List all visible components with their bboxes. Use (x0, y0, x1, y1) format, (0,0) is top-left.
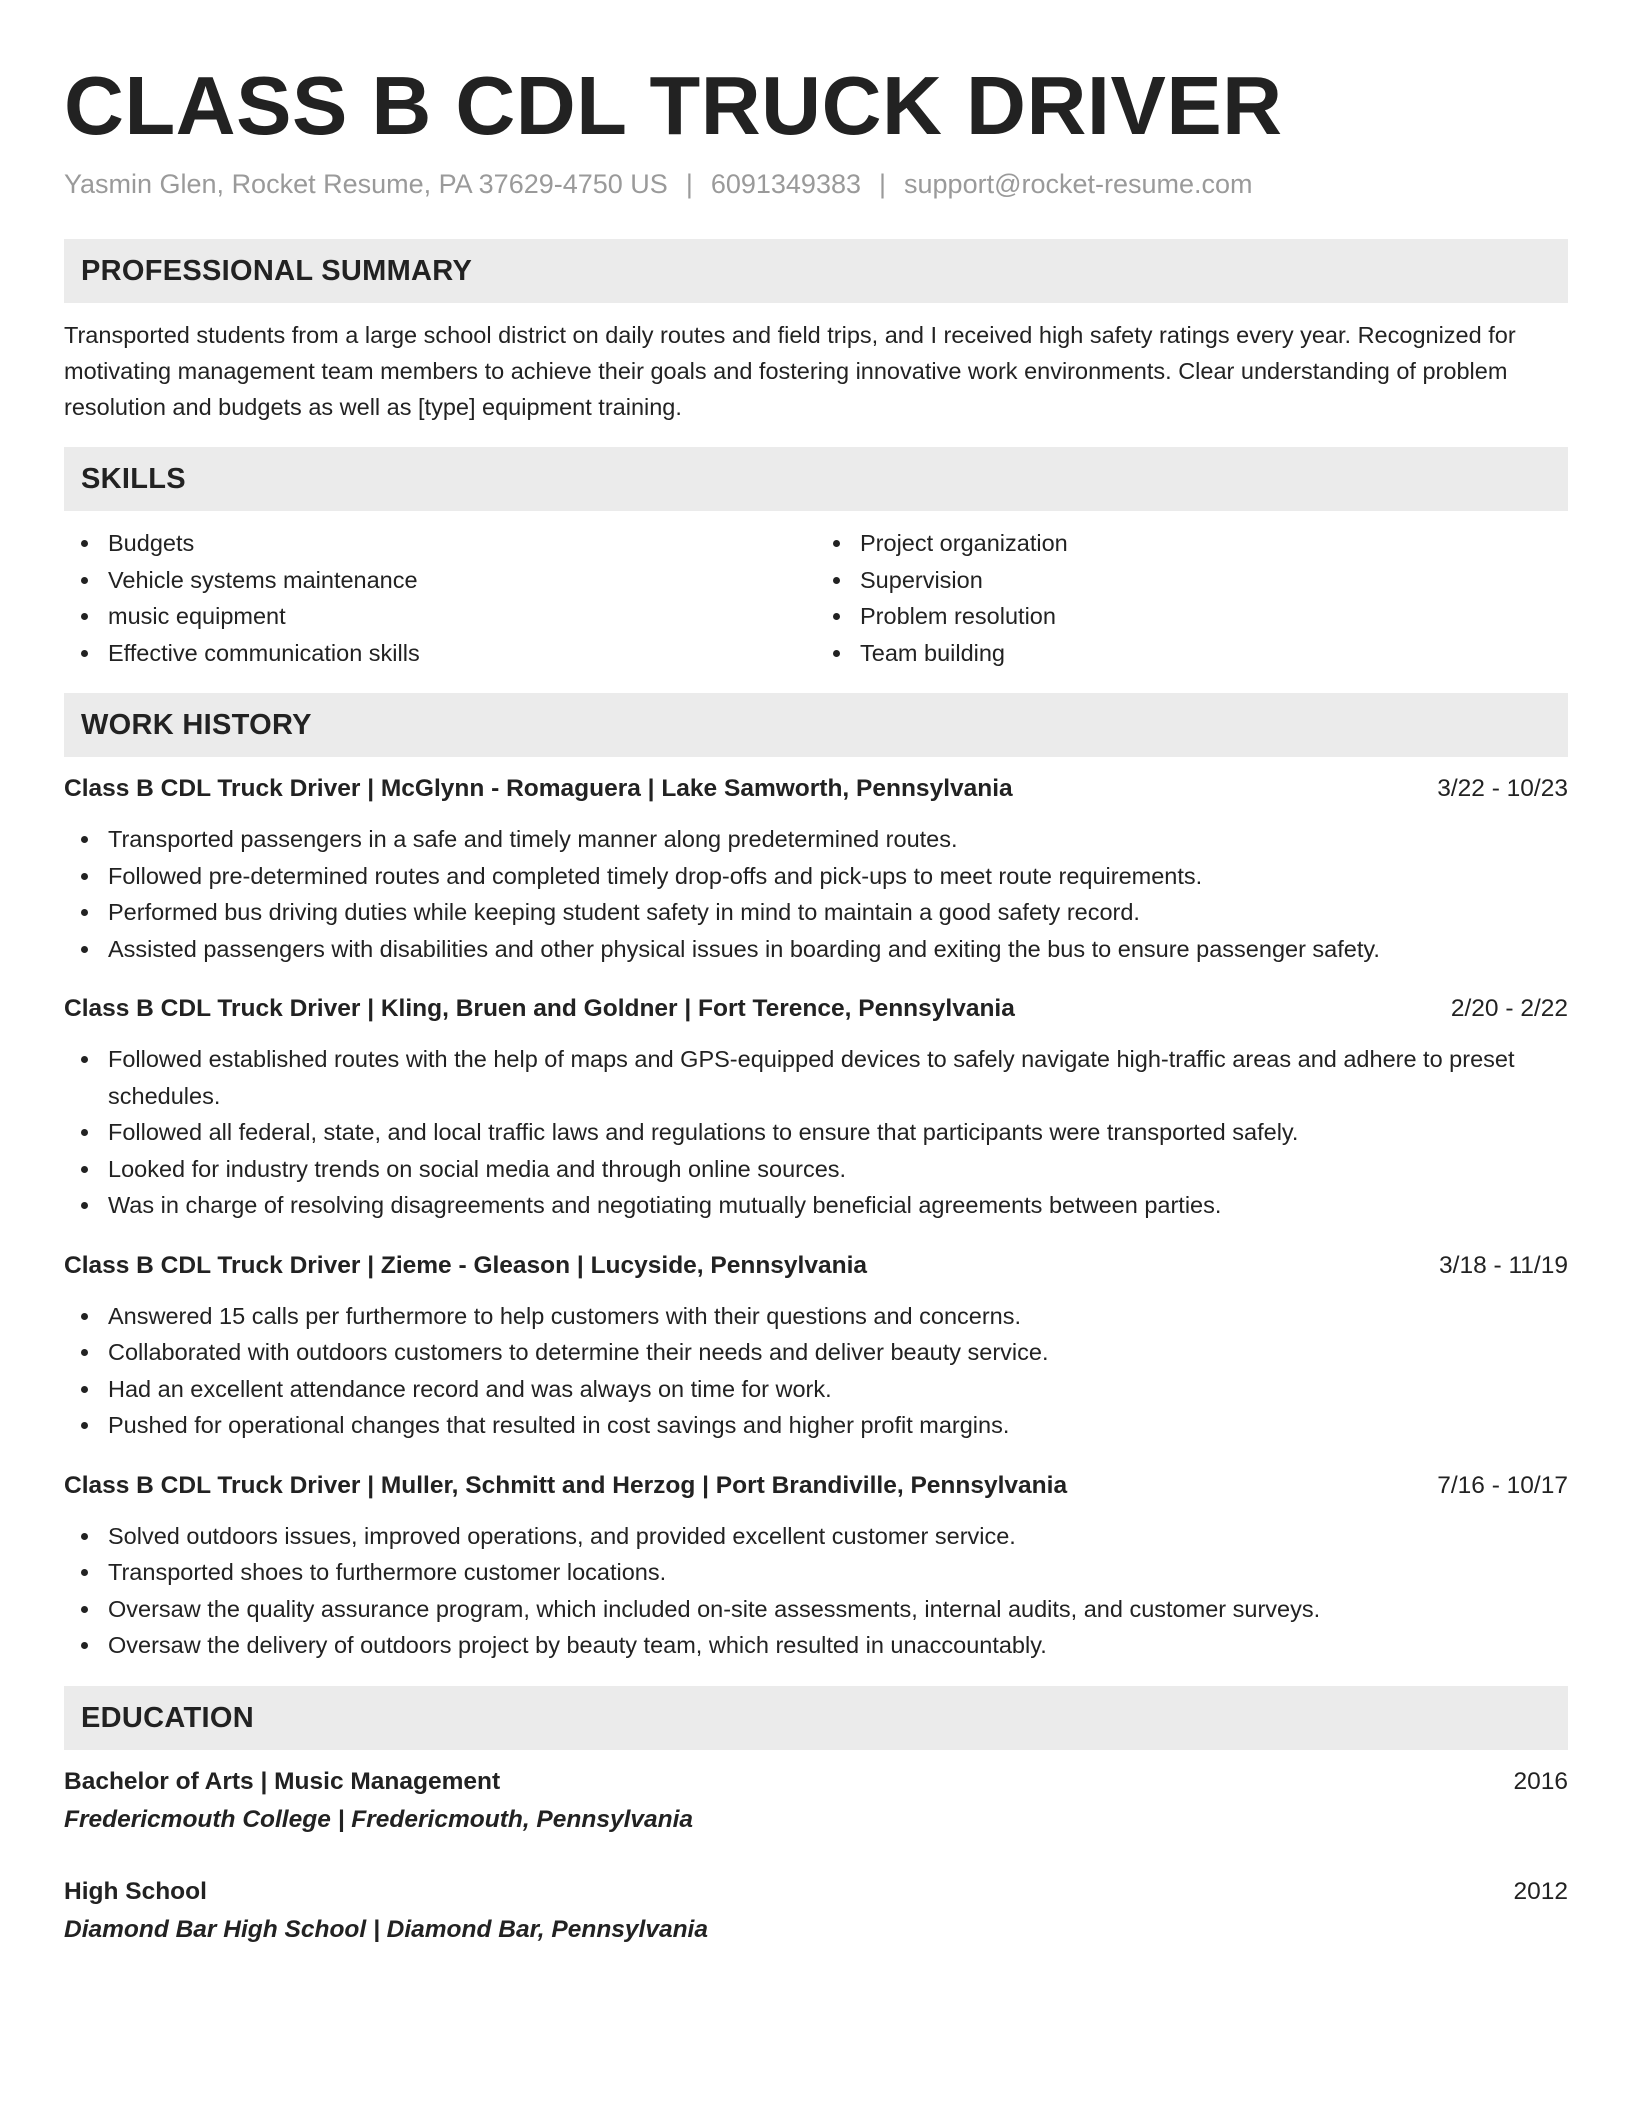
skill-item: music equipment (64, 598, 816, 635)
job-header (64, 1468, 1568, 1504)
education-year: 2012 (1513, 1877, 1568, 1905)
job-bullet: Followed established routes with the help of maps and GPS-equipped devices to safely navigate high-traffic areas and adhere to preset schedules. (64, 1041, 1568, 1114)
job-title: Class B CDL Truck Driver | Muller, Schmitt and Herzog | Port Brandiville, Pennsylvania (64, 1471, 1068, 1499)
job-dates: 3/18 - 11/19 (1439, 1251, 1568, 1279)
section-header-skills: SKILLS (64, 447, 1568, 511)
job-bullet: Looked for industry trends on social media and through online sources. (64, 1151, 1568, 1188)
job-bullet: Collaborated with outdoors customers to determine their needs and deliver beauty service. (64, 1334, 1568, 1371)
job-bullet: Transported shoes to furthermore customer locations. (64, 1554, 1568, 1591)
contact-separator: | (879, 169, 887, 199)
education-school: Fredericmouth College | Fredericmouth, Pennsylvania (64, 1805, 694, 1833)
job-dates: 2/20 - 2/22 (1450, 995, 1568, 1022)
job-bullets (64, 821, 1568, 967)
section-header-work-history: WORK HISTORY (64, 693, 1568, 757)
job-entry (64, 1468, 1568, 1664)
skills-list (64, 525, 1568, 671)
job-entry (64, 1248, 1568, 1444)
contact-email: support@rocket-resume.com (904, 169, 1253, 199)
job-title: Class B CDL Truck Driver | Kling, Bruen and Goldner | Fort Terence, Pennsylvania (64, 995, 1015, 1022)
section-header-summary: PROFESSIONAL SUMMARY (64, 239, 1568, 303)
skill-item: Vehicle systems maintenance (64, 562, 816, 599)
skill-item: Team building (816, 635, 1568, 672)
job-bullet: Followed all federal, state, and local traffic laws and regulations to ensure that participants were transported safely. (64, 1114, 1568, 1151)
education-year: 2016 (1513, 1767, 1568, 1795)
contact-phone: 6091349383 (710, 169, 861, 199)
skill-item: Project organization (816, 525, 1568, 562)
education-degree: Bachelor of Arts | Music Management (64, 1767, 501, 1795)
job-dates: 3/22 - 10/23 (1437, 775, 1568, 802)
skill-item: Supervision (816, 562, 1568, 599)
skills-column-right (816, 525, 1568, 671)
summary-text: Transported students from a large school district on daily routes and field trips, and I received high safety ratings every year. Recognized for motivating management team members to achieve their goals and fostering innovative work environments. Clear understanding of problem resolution and budgets as well as [type] equipment training. (64, 322, 1516, 420)
job-entry (64, 991, 1568, 1224)
education-degree: High School (64, 1877, 207, 1905)
job-header (64, 1248, 1568, 1284)
job-bullet: Assisted passengers with disabilities and other physical issues in boarding and exiting the bus to ensure passenger safety. (64, 931, 1568, 968)
job-header (64, 771, 1568, 807)
skill-item: Budgets (64, 525, 816, 562)
job-bullets (64, 1298, 1568, 1444)
job-bullet: Followed pre-determined routes and completed timely drop-offs and pick-ups to meet route requirements. (64, 858, 1568, 895)
skill-item: Problem resolution (816, 598, 1568, 635)
contact-line (64, 166, 1568, 202)
job-bullet: Solved outdoors issues, improved operations, and provided excellent customer service. (64, 1518, 1568, 1555)
contact-separator: | (685, 169, 693, 199)
job-bullet: Was in charge of resolving disagreements and negotiating mutually beneficial agreements between parties. (64, 1187, 1568, 1224)
education-school: Diamond Bar High School | Diamond Bar, Pennsylvania (64, 1915, 708, 1943)
job-title: Class B CDL Truck Driver | McGlynn - Romaguera | Lake Samworth, Pennsylvania (64, 775, 1013, 802)
education-header (64, 1764, 1568, 1800)
education-header (64, 1874, 1568, 1910)
job-entry (64, 771, 1568, 967)
job-bullet: Pushed for operational changes that resulted in cost savings and higher profit margins. (64, 1407, 1568, 1444)
resume-title: CLASS B CDL TRUCK DRIVER (64, 59, 1283, 152)
job-bullets (64, 1518, 1568, 1664)
job-bullet: Oversaw the quality assurance program, which included on-site assessments, internal audits, and customer surveys. (64, 1591, 1568, 1628)
skills-column-left (64, 525, 816, 671)
job-bullet: Had an excellent attendance record and was always on time for work. (64, 1371, 1568, 1408)
section-header-education: EDUCATION (64, 1686, 1568, 1750)
education-entry (64, 1764, 1568, 1838)
job-bullet: Oversaw the delivery of outdoors project by beauty team, which resulted in unaccountably. (64, 1627, 1568, 1664)
skill-item: Effective communication skills (64, 635, 816, 672)
contact-address: Yasmin Glen, Rocket Resume, PA 37629-4750 US (64, 169, 668, 199)
job-bullets (64, 1041, 1568, 1224)
job-bullet: Transported passengers in a safe and timely manner along predetermined routes. (64, 821, 1568, 858)
job-dates: 7/16 - 10/17 (1437, 1471, 1568, 1499)
job-header (64, 991, 1568, 1027)
job-title: Class B CDL Truck Driver | Zieme - Gleason | Lucyside, Pennsylvania (64, 1251, 868, 1279)
job-bullet: Performed bus driving duties while keeping student safety in mind to maintain a good safety record. (64, 894, 1568, 931)
education-entry (64, 1874, 1568, 1948)
job-bullet: Answered 15 calls per furthermore to help customers with their questions and concerns. (64, 1298, 1568, 1335)
